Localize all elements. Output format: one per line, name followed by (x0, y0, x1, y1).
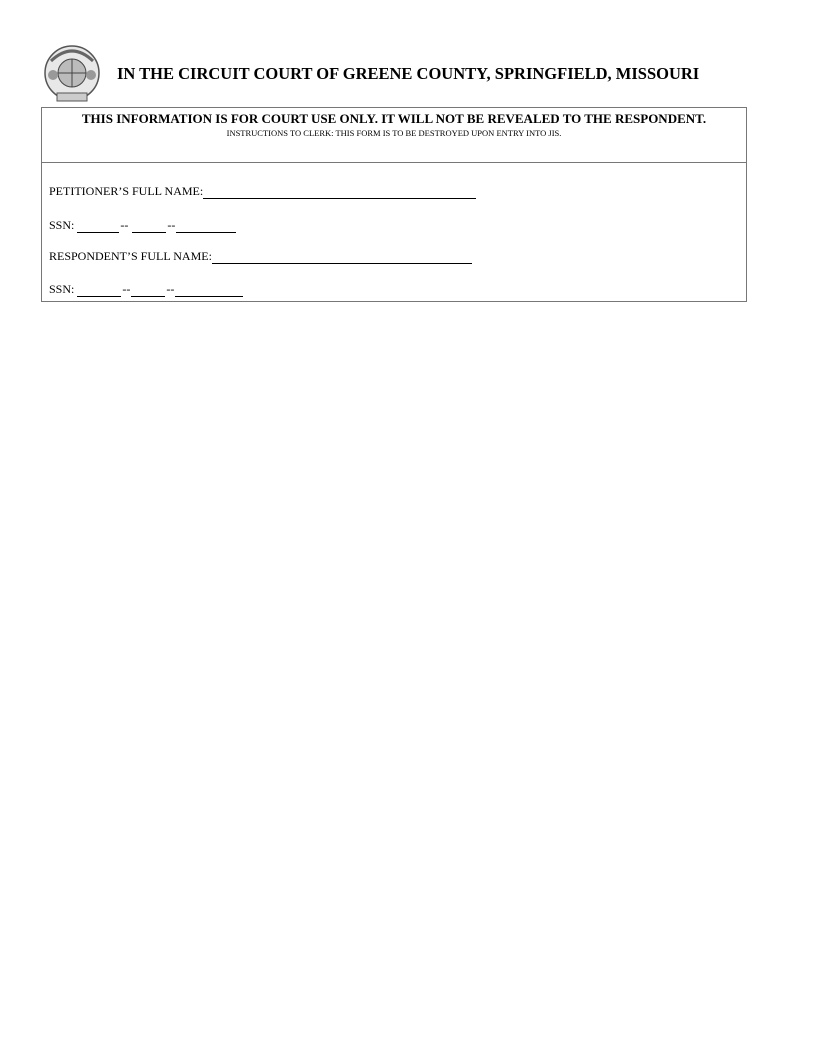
petitioner-name-field[interactable] (203, 187, 476, 199)
ssn-separator: -- (166, 282, 175, 296)
respondent-ssn-part2[interactable] (131, 285, 165, 297)
divider (42, 162, 746, 163)
respondent-ssn-part1[interactable] (77, 285, 121, 297)
respondent-ssn-row (49, 282, 243, 297)
ssn-separator: -- (120, 218, 129, 232)
respondent-ssn-label: SSN: (49, 282, 75, 296)
ssn-separator: -- (167, 218, 176, 232)
respondent-name-field[interactable] (212, 252, 472, 264)
petitioner-name-label: PETITIONER’S FULL NAME: (49, 184, 204, 198)
petitioner-ssn-part3[interactable] (176, 221, 236, 233)
petitioner-ssn-label: SSN: (49, 218, 75, 232)
petitioner-name-row (49, 184, 476, 199)
petitioner-ssn-part2[interactable] (132, 221, 166, 233)
petitioner-ssn-row (49, 218, 236, 233)
missouri-seal-logo (43, 43, 101, 105)
court-title: IN THE CIRCUIT COURT OF GREENE COUNTY, SPRINGFIELD, MISSOURI (117, 64, 700, 83)
confidential-notice: THIS INFORMATION IS FOR COURT USE ONLY. IT WILL NOT BE REVEALED TO THE RESPONDENT. (81, 111, 707, 126)
clerk-instructions: INSTRUCTIONS TO CLERK: THIS FORM IS TO BE DESTROYED UPON ENTRY INTO JIS. (226, 128, 562, 138)
respondent-name-row (49, 249, 472, 264)
respondent-ssn-part3[interactable] (175, 285, 243, 297)
ssn-separator: -- (122, 282, 131, 296)
petitioner-ssn-part1[interactable] (77, 221, 119, 233)
respondent-name-label: RESPONDENT’S FULL NAME: (49, 249, 212, 263)
form-box (41, 107, 747, 302)
